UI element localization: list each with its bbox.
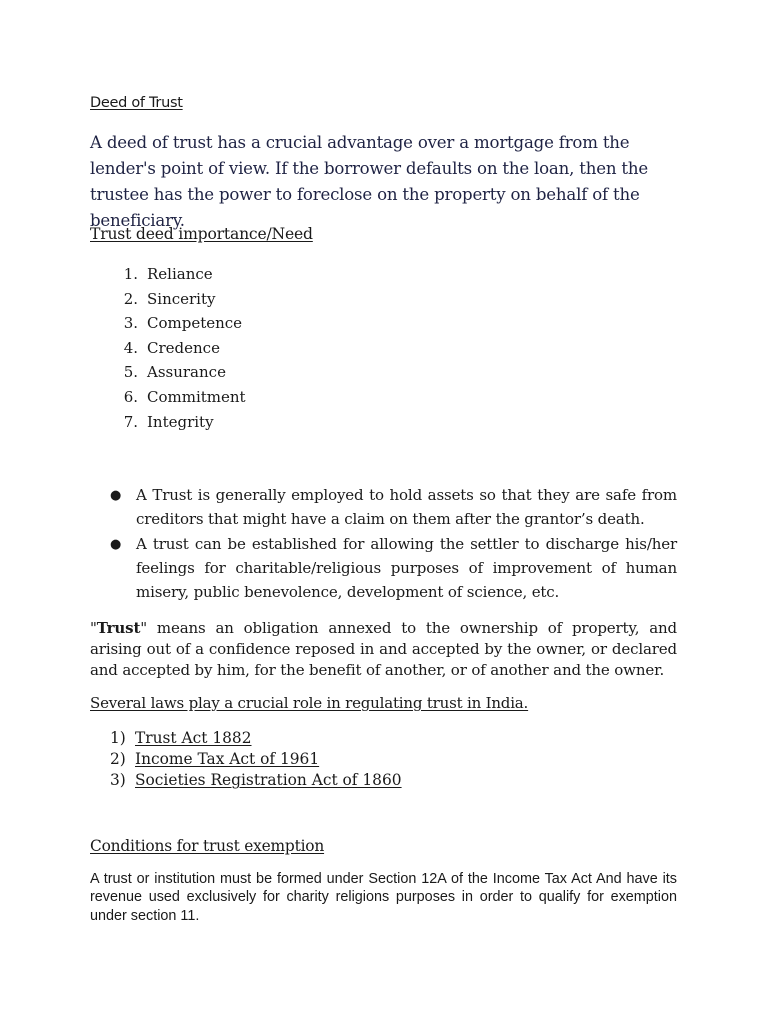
list-number: 4. [123,338,138,357]
bullet-icon: ● [110,536,122,552]
bullet-icon: ● [110,488,122,503]
list-item [110,336,410,361]
list-item-label: Assurance [147,363,226,382]
list-item [110,728,510,749]
list-item [110,360,410,385]
definition-term: Trust [96,619,141,637]
bullet-text: A trust can be established for allowing the settler to discharge his/her feelings for charitable/religious purposes of improvement of human misery, public benevolence, development of science, etc. [136,534,677,602]
list-item [110,410,410,435]
trust-definition-paragraph [90,618,677,681]
law-link[interactable]: Trust Act 1882 [135,729,252,747]
list-item [110,749,510,770]
definition-close-quote: " [140,619,148,637]
conditions-heading: Conditions for trust exemption [90,837,325,855]
list-number: 1) [110,729,126,747]
list-item-label: Credence [147,338,220,357]
list-item-label: Integrity [147,412,214,431]
bullet-text: A Trust is generally employed to hold assets so that they are safe from creditors that might have a claim on them after the grantor’s death. [136,486,677,529]
list-item-label: Sincerity [147,289,216,308]
list-number: 2. [123,289,138,308]
list-item [110,287,410,312]
conditions-paragraph: A trust or institution must be formed under Section 12A of the Income Tax Act And have its revenue used exclusively for charity religions purposes in order to qualify for exemption under section 11. [90,871,677,924]
list-item-label: Competence [147,314,243,333]
bullet-item [110,532,677,605]
intro-paragraph: A deed of trust has a crucial advantage over a mortgage from the lender's point of view. If the borrower defaults on the loan, then the trustee has the power to foreclose on the property on behalf of the beneficiary. [90,133,648,230]
importance-heading: Trust deed importance/Need [90,225,313,243]
list-item [110,262,410,287]
list-number: 1. [123,265,138,283]
bullet-item [110,483,677,532]
list-item [110,770,510,791]
list-item [110,311,410,336]
laws-heading: Several laws play a crucial role in regulating trust in India. [90,694,529,712]
list-item-label: Commitment [147,387,246,406]
list-item-label: Reliance [147,265,213,283]
list-number: 6. [123,387,138,406]
list-item [110,385,410,410]
list-number: 5. [123,363,138,382]
definition-open-quote: " [90,619,97,637]
law-link[interactable]: Income Tax Act of 1961 [135,750,320,769]
law-link[interactable]: Societies Registration Act of 1860 [135,771,402,790]
laws-list [110,728,510,792]
list-number: 2) [110,750,126,769]
list-number: 7. [123,412,138,431]
list-number: 3. [123,314,138,333]
bullet-list [110,483,677,604]
importance-list [110,262,410,434]
list-number: 3) [110,771,126,790]
document-title: Deed of Trust [90,95,183,111]
definition-text: means an obligation annexed to the ownership of property, and arising out of a confidence reposed in and accepted by the owner, or declared and accepted by him, for the benefit of another, or of another and the owner. [90,619,677,679]
